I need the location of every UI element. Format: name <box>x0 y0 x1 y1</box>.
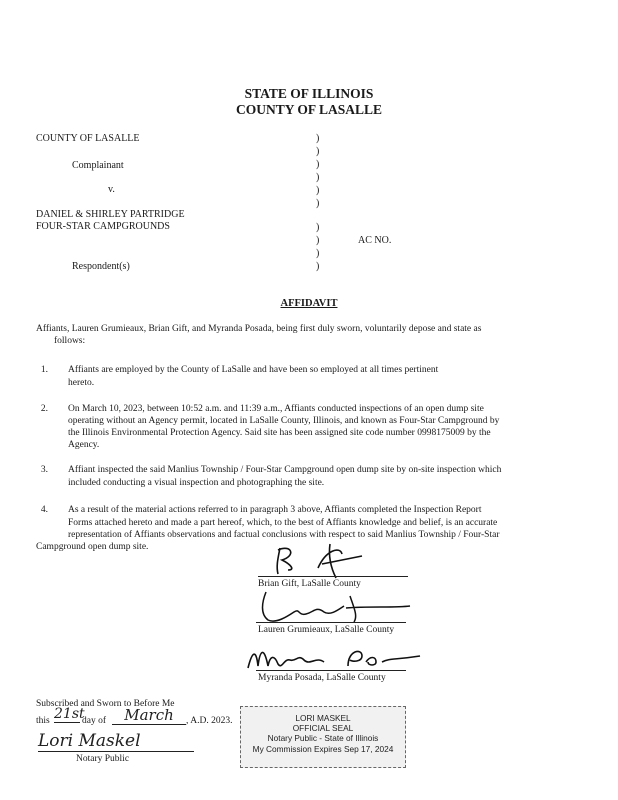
caption-paren: ) <box>316 222 320 233</box>
closing-line: Campground open dump site. <box>36 542 149 552</box>
paragraph-line: the Illinois Environmental Protection Agency. Said site has been assigned site code number 0998175009 by the <box>68 428 491 438</box>
caption-paren: ) <box>316 159 320 170</box>
caption-paren: ) <box>316 198 320 209</box>
caption-paren: ) <box>316 261 320 272</box>
paragraph-line: Affiants are employed by the County of LaSalle and have been so employed at all times pertinent <box>68 365 439 375</box>
paragraph-line: As a result of the material actions referred to in paragraph 3 above, Affiants completed the Inspection Report <box>68 505 482 515</box>
notary-month-value: March <box>112 706 186 725</box>
svg-text:Myranda Posada: Myranda Posada <box>244 640 251 641</box>
respondent-name: DANIEL & SHIRLEY PARTRIDGE <box>36 209 185 220</box>
county-heading: COUNTY OF LASALLE <box>235 102 383 117</box>
signer-name: Lauren Grumieaux, LaSalle County <box>258 625 395 635</box>
paragraph-line: included conducting a visual inspection and photographing the site. <box>68 478 325 488</box>
complainant-name: COUNTY OF LASALLE <box>36 133 140 144</box>
signer-name: Myranda Posada, LaSalle County <box>258 673 386 683</box>
caption-paren: ) <box>316 235 320 246</box>
signature-line <box>256 622 406 623</box>
paragraph-number: 3. <box>40 465 48 475</box>
signature-brian-gift-text: Bi Gf <box>266 540 269 541</box>
paragraph-line: operating without an Agency permit, located in LaSalle County, Illinois, and known as Four-Star Campground by <box>68 416 500 426</box>
notary-year: , A.D. 2023. <box>186 716 233 726</box>
caption-paren: ) <box>316 146 320 157</box>
seal-state: Notary Public - State of Illinois <box>267 733 379 744</box>
svg-text:Lauren G: Lauren G <box>254 586 258 587</box>
intro-line: Affiants, Lauren Grumieaux, Brian Gift, and Myranda Posada, being first duly sworn, voluntarily depose and state as <box>36 324 482 334</box>
state-heading: STATE OF ILLINOIS <box>244 86 374 101</box>
affidavit-title: AFFIDAVIT <box>280 298 338 309</box>
caption-paren: ) <box>316 133 320 144</box>
paragraph-line: Forms attached hereto and made a part hereof, which, to the best of Affiants knowledge and belief, is an accurate <box>68 518 498 528</box>
paragraph-line: hereto. <box>68 378 95 388</box>
paragraph-line: On March 10, 2023, between 10:52 a.m. and 11:39 a.m., Affiants conducted inspections of an open dump site <box>68 404 484 414</box>
notary-signature: Lori Maskel <box>38 731 194 752</box>
case-number-label: AC NO. <box>358 235 392 246</box>
notary-day-value: 21st <box>54 706 85 722</box>
seal-title: OFFICIAL SEAL <box>292 723 354 734</box>
paragraph-line: Affiant inspected the said Manlius Township / Four-Star Campground open dump site by on-site inspection which <box>68 465 502 475</box>
signature-line <box>256 670 406 671</box>
respondent-label: Respondent(s) <box>72 261 130 272</box>
paragraph-line: representation of Affiants observations and factual conclusions with respect to said Manlius Township / Four-Star <box>68 530 500 540</box>
caption-paren: ) <box>316 172 320 183</box>
notary-this-label: this <box>36 716 50 726</box>
signer-name: Brian Gift, LaSalle County <box>258 579 361 589</box>
seal-commission: My Commission Expires Sep 17, 2024 <box>252 743 394 754</box>
complainant-label: Complainant <box>72 160 124 171</box>
paragraph-number: 4. <box>40 505 48 515</box>
respondent-business: FOUR-STAR CAMPGROUNDS <box>36 221 170 232</box>
notary-day-of: day of <box>82 716 107 726</box>
notary-seal <box>240 706 406 768</box>
seal-name: LORI MASKEL <box>295 713 351 723</box>
caption-paren: ) <box>316 248 320 259</box>
caption-paren: ) <box>316 185 320 196</box>
signature-line <box>258 576 408 577</box>
notary-title: Notary Public <box>76 754 130 764</box>
notary-subscribed: Subscribed and Sworn to Before Me <box>36 699 175 709</box>
intro-line: follows: <box>54 336 86 346</box>
paragraph-number: 1. <box>40 365 48 375</box>
versus-label: v. <box>108 184 115 195</box>
paragraph-number: 2. <box>40 404 48 414</box>
paragraph-line: Agency. <box>68 440 100 450</box>
